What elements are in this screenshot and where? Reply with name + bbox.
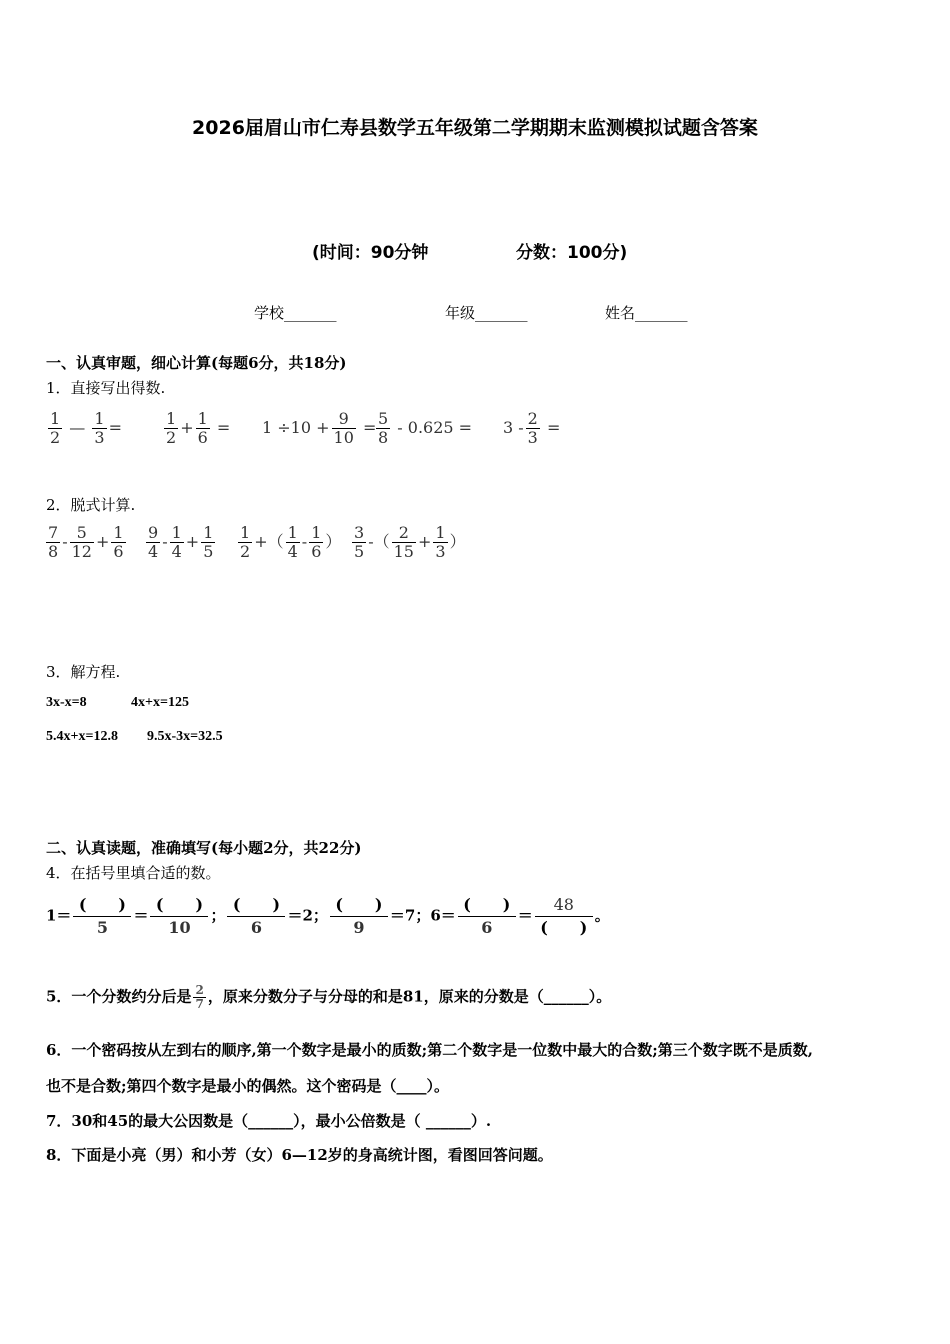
operator: — <box>69 418 86 437</box>
operator: + <box>185 532 200 551</box>
name-field: 姓名_______ <box>605 304 688 322</box>
equation-1: 3x-x=8 <box>46 695 87 710</box>
q1-expr-1 <box>46 410 122 447</box>
question-8: 8．下面是小亮（男）和小芳（女）6—12岁的身高统计图，看图回答问题。 <box>46 1146 553 1164</box>
fraction-numerator: 7 <box>48 523 59 542</box>
q4-end: 。 <box>594 906 610 925</box>
equals: ＝ <box>517 906 533 925</box>
equals: = <box>546 418 561 437</box>
operator: + <box>95 532 110 551</box>
fraction-numerator: 1 <box>94 409 105 428</box>
fraction-denominator: 6 <box>197 428 208 447</box>
q5-pre: 5．一个分数约分后是 <box>46 987 192 1006</box>
q4-tail-4: ＝7；6＝ <box>389 906 456 925</box>
close-paren: ） <box>449 532 466 551</box>
blank-denominator[interactable]: ( ) <box>535 916 593 939</box>
equation-2: 4x+x=125 <box>131 695 189 710</box>
close-paren: ） <box>325 532 342 551</box>
q5-post: ，原来分数分子与分母的和是81，原来的分数是（______）。 <box>207 987 612 1006</box>
question-4-label: 4．在括号里填合适的数。 <box>46 864 221 882</box>
fraction-denominator: 8 <box>48 542 59 561</box>
fraction-denominator: 3 <box>527 428 538 447</box>
q2-expr-1 <box>44 524 128 561</box>
q4-fill-fractions <box>46 894 610 939</box>
fraction-denominator: 4 <box>287 542 298 561</box>
question-6-line-2: 也不是合数;第四个数字是最小的偶然。这个密码是（____）。 <box>46 1077 450 1095</box>
fraction-denominator: 2 <box>240 542 251 561</box>
q1-expr-4 <box>374 410 472 447</box>
fraction-numerator: 1 <box>113 523 124 542</box>
fraction-denominator: 3 <box>94 428 105 447</box>
equation-4: 9.5x-3x=32.5 <box>147 729 223 744</box>
blank-numerator[interactable]: ( ) <box>232 895 281 914</box>
fraction-denominator: 6 <box>227 916 285 939</box>
school-field: 学校_______ <box>254 304 337 322</box>
question-6-line-1: 6．一个密码按从左到右的顺序,第一个数字是最小的质数;第二个数字是一位数中最大的合数;第三个数字既不是质数, <box>46 1041 813 1059</box>
question-1-label: 1．直接写出得数. <box>46 379 166 397</box>
operator: - <box>62 532 68 551</box>
fraction-numerator: 1 <box>166 409 177 428</box>
exam-time: (时间：90分钟 <box>312 243 429 263</box>
fraction-numerator: 1 <box>311 523 322 542</box>
fraction-numerator: 1 <box>203 523 214 542</box>
expr-tail: - 0.625 = <box>397 418 473 437</box>
fraction-denominator: 10 <box>333 428 354 447</box>
fraction-denominator: 6 <box>113 542 124 561</box>
equals: = <box>216 418 231 437</box>
fraction-denominator: 4 <box>171 542 182 561</box>
fraction-denominator: 12 <box>71 542 92 561</box>
fraction-denominator: 8 <box>378 428 389 447</box>
fraction-denominator: 6 <box>311 542 322 561</box>
expr-lead: 3 - <box>503 418 524 437</box>
equals: = <box>362 418 377 437</box>
fraction-denominator: 5 <box>354 542 365 561</box>
fraction-numerator: 1 <box>171 523 182 542</box>
operator: + <box>417 532 432 551</box>
fraction-numerator: 1 <box>435 523 446 542</box>
blank-numerator[interactable]: ( ) <box>78 895 127 914</box>
q2-expr-4 <box>350 524 466 561</box>
equation-3: 5.4x+x=12.8 <box>46 729 118 744</box>
grade-field: 年级_______ <box>445 304 528 322</box>
operator: - <box>162 532 168 551</box>
separator: ； <box>210 906 226 925</box>
q4-tail-3: ＝2； <box>287 906 328 925</box>
fraction-denominator: 2 <box>166 428 177 447</box>
fraction-numerator: 2 <box>398 523 409 542</box>
fraction-denominator: 4 <box>148 542 159 561</box>
fraction-numerator: 1 <box>197 409 208 428</box>
page-title: 2026届眉山市仁寿县数学五年级第二学期期末监测模拟试题含答案 <box>192 117 758 139</box>
fraction-denominator: 9 <box>330 916 388 939</box>
fraction-numerator: 9 <box>148 523 159 542</box>
operator: +（ <box>254 532 284 551</box>
question-7: 7．30和45的最大公因数是（______），最小公倍数是（ ______）. <box>46 1112 492 1130</box>
section-heading-1: 一、认真审题，细心计算(每题6分，共18分) <box>46 354 347 372</box>
fraction-denominator: 7 <box>195 997 204 1011</box>
fraction-numerator: 5 <box>76 523 87 542</box>
operator: -（ <box>368 532 390 551</box>
equals: = <box>108 418 122 437</box>
expr-lead: 1 ÷10 + <box>262 418 330 437</box>
exam-score: 分数：100分) <box>516 243 628 263</box>
q1-expr-2 <box>162 410 230 447</box>
q2-expr-2 <box>144 524 217 561</box>
fraction-numerator: 2 <box>195 983 204 997</box>
fraction-numerator: 1 <box>287 523 298 542</box>
fraction-denominator: 2 <box>50 428 61 447</box>
fraction-numerator: 5 <box>378 409 389 428</box>
q2-expr-3 <box>236 524 341 561</box>
q1-expr-3 <box>262 410 376 447</box>
q1-expr-5 <box>503 410 560 447</box>
fraction-denominator: 10 <box>150 916 208 939</box>
fraction-numerator: 9 <box>338 409 349 428</box>
blank-numerator[interactable]: ( ) <box>463 895 511 914</box>
fraction-denominator: 6 <box>458 916 516 939</box>
fraction-numerator: 2 <box>527 409 538 428</box>
question-3-label: 3．解方程. <box>46 663 121 681</box>
question-5 <box>46 984 611 1011</box>
fraction-numerator: 1 <box>240 523 251 542</box>
fraction-denominator: 5 <box>203 542 214 561</box>
operator: + <box>180 418 194 437</box>
equals: ＝ <box>133 906 149 925</box>
question-2-label: 2．脱式计算. <box>46 496 136 514</box>
q4-lead: 1＝ <box>46 906 72 925</box>
blank-numerator[interactable]: ( ) <box>335 895 383 914</box>
fraction-denominator: 15 <box>393 542 414 561</box>
operator: - <box>301 532 308 551</box>
fraction-numerator: 48 <box>553 895 574 914</box>
fraction-numerator: 3 <box>354 523 365 542</box>
fraction-denominator: 3 <box>435 542 446 561</box>
blank-numerator[interactable]: ( ) <box>155 895 204 914</box>
section-heading-2: 二、认真读题，准确填写(每小题2分，共22分) <box>46 839 362 857</box>
fraction-numerator: 1 <box>50 409 61 428</box>
fraction-denominator: 5 <box>73 916 131 939</box>
